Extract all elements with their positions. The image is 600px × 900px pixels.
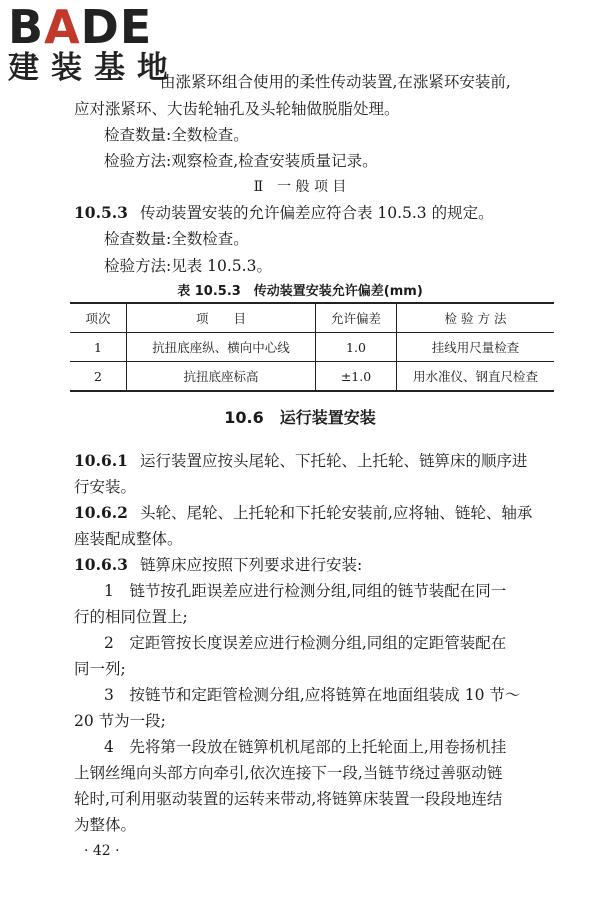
- list-item-continued: 20 节为一段;: [74, 712, 166, 730]
- list-item: 4 先将第一段放在链箅机机尾部的上托轮面上,用卷扬机挂: [104, 738, 507, 756]
- clause-10-5-3: [74, 203, 494, 223]
- paragraph-line: 由涨紧环组合使用的柔性传动装置,在涨紧环安装前,: [160, 73, 511, 91]
- table-cell: 抗扭底座标高: [127, 362, 316, 392]
- logo-subtitle: 建装基地: [8, 50, 180, 86]
- section-heading: 10.6 运行装置安装: [224, 408, 376, 427]
- table-row: [70, 333, 554, 362]
- table-header: 项次: [70, 303, 127, 333]
- table-header-row: [70, 303, 554, 333]
- clause-text: 传动装置安装的允许偏差应符合表 10.5.3 的规定。: [139, 204, 494, 222]
- table-cell: 1.0: [316, 333, 397, 362]
- table-cell: 用水准仪、钢直尺检查: [397, 362, 555, 392]
- list-item: 3 按链节和定距管检测分组,应将链箅在地面组装成 10 节～: [104, 686, 521, 704]
- list-item-continued: 行的相同位置上;: [74, 608, 188, 626]
- table-cell: 2: [70, 362, 127, 392]
- clause-10-6-3: [74, 555, 362, 575]
- check-method: 检验方法:观察检查,检查安装质量记录。: [104, 152, 378, 170]
- paragraph-line: 应对涨紧环、大齿轮轴孔及头轮轴做脱脂处理。: [74, 100, 400, 118]
- list-item: 1 链节按孔距误差应进行检测分组,同组的链节装配在同一: [104, 582, 507, 600]
- tolerance-table: [70, 302, 554, 392]
- paragraph-line: 行安装。: [74, 478, 137, 496]
- table-cell: 挂线用尺量检查: [397, 333, 555, 362]
- paragraph-line: 座装配成整体。: [74, 530, 183, 548]
- clause-number: 10.6.1: [74, 451, 128, 470]
- clause-10-6-1: [74, 451, 527, 471]
- subsection-heading: Ⅱ 一 般 项 目: [253, 179, 347, 195]
- table-cell: 1: [70, 333, 127, 362]
- check-quantity: 检查数量:全数检查。: [104, 230, 249, 248]
- table-header: 检 验 方 法: [397, 303, 555, 333]
- list-item-continued: 同一列;: [74, 660, 126, 678]
- list-item-continued: 轮时,可利用驱动装置的运转来带动,将链箅床装置一段段地连结: [74, 790, 503, 808]
- clause-text: 头轮、尾轮、上托轮和下托轮安装前,应将轴、链轮、轴承: [139, 504, 533, 522]
- clause-10-6-2: [74, 503, 532, 523]
- clause-number: 10.5.3: [74, 203, 128, 222]
- logo-brand: BADE: [8, 0, 153, 54]
- table-header: 允许偏差: [316, 303, 397, 333]
- page-number: · 42 ·: [84, 843, 120, 859]
- clause-text: 运行装置应按头尾轮、下托轮、上托轮、链箅床的顺序进: [139, 452, 528, 470]
- table-cell: 抗扭底座纵、横向中心线: [127, 333, 316, 362]
- table-header: 项 目: [127, 303, 316, 333]
- list-item-continued: 上钢丝绳向头部方向牵引,依次连接下一段,当链节绕过善驱动链: [74, 764, 503, 782]
- check-quantity: 检查数量:全数检查。: [104, 126, 249, 144]
- check-method: 检验方法:见表 10.5.3。: [104, 257, 272, 275]
- list-item-continued: 为整体。: [74, 816, 137, 834]
- table-title: 表 10.5.3 传动装置安装允许偏差(mm): [177, 284, 423, 299]
- table-row: [70, 362, 554, 392]
- table-cell: ±1.0: [316, 362, 397, 392]
- list-item: 2 定距管按长度误差应进行检测分组,同组的定距管装配在: [104, 634, 507, 652]
- clause-text: 链箅床应按照下列要求进行安装:: [139, 556, 363, 574]
- clause-number: 10.6.3: [74, 555, 128, 574]
- clause-number: 10.6.2: [74, 503, 128, 522]
